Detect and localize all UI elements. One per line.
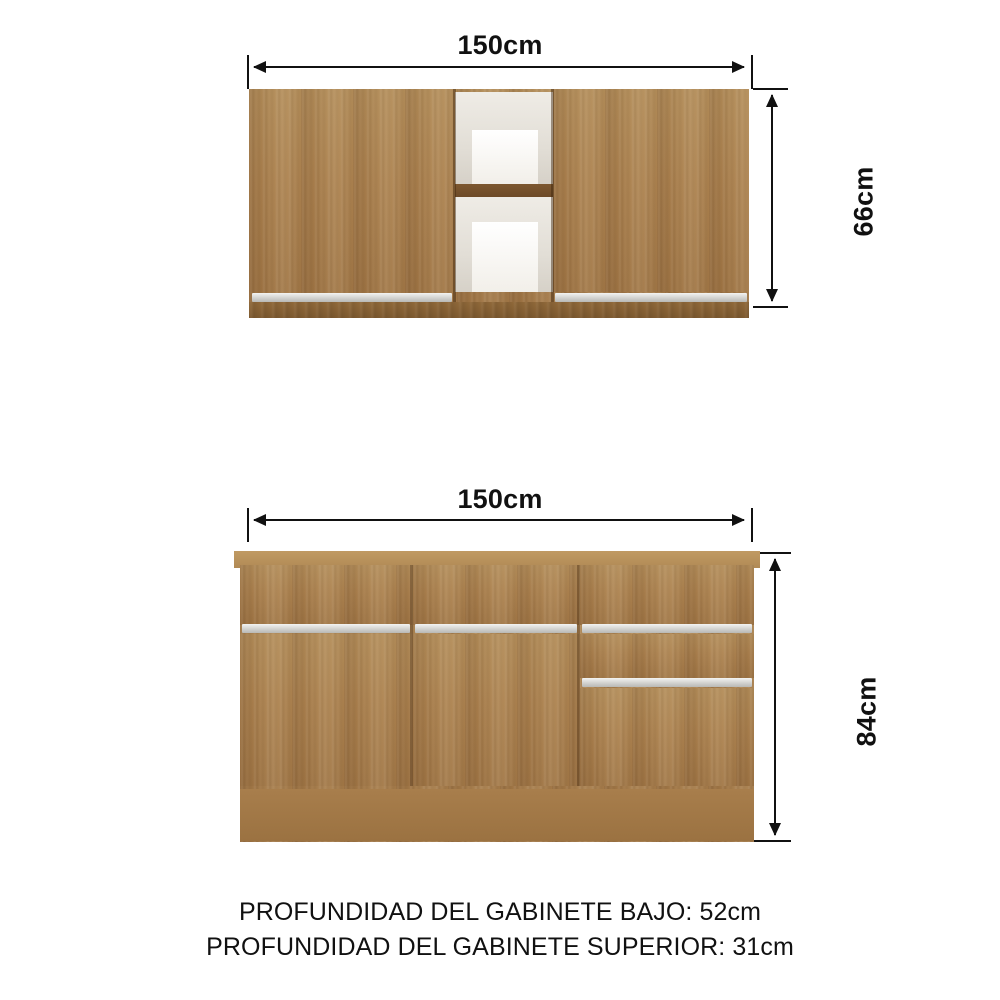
upper-height-dimension-line xyxy=(771,95,773,301)
upper-height-tick-bottom xyxy=(753,306,788,308)
lower-divider-right xyxy=(577,565,580,786)
upper-width-label: 150cm xyxy=(457,30,543,60)
lower-top-drawer-left-handle[interactable] xyxy=(242,624,410,633)
upper-left-handle[interactable] xyxy=(252,293,452,302)
lower-left-door[interactable] xyxy=(240,634,412,786)
lower-height-label: 84cm xyxy=(851,676,882,747)
upper-cabinet-base-strip xyxy=(249,302,749,318)
lower-width-dimension-line xyxy=(254,519,744,521)
lower-divider-left xyxy=(410,565,413,786)
lower-right-drawer-upper-handle[interactable] xyxy=(582,678,752,687)
upper-right-door[interactable] xyxy=(553,89,749,292)
lower-right-drawer-upper[interactable] xyxy=(580,634,754,678)
caption-depth-upper: PROFUNDIDAD DEL GABINETE SUPERIOR: 31cm xyxy=(206,933,794,961)
upper-left-door[interactable] xyxy=(249,89,455,292)
lower-top-drawer-left[interactable] xyxy=(240,565,412,625)
upper-divider-left xyxy=(453,89,456,307)
lower-height-dimension-line xyxy=(774,559,776,835)
upper-divider-right xyxy=(551,89,554,307)
lower-height-tick-bottom xyxy=(753,840,791,842)
upper-open-section-upper-inner-left xyxy=(472,130,538,184)
upper-width-dimension-line xyxy=(254,66,744,68)
upper-height-label: 66cm xyxy=(848,166,879,237)
upper-open-section-lower-inner-left xyxy=(472,222,538,292)
lower-width-label: 150cm xyxy=(457,484,543,514)
lower-top-drawer-right-handle[interactable] xyxy=(582,624,752,633)
lower-right-door-lower[interactable] xyxy=(580,688,754,786)
lower-top-drawer-center[interactable] xyxy=(413,565,579,625)
lower-top-drawer-center-handle[interactable] xyxy=(415,624,577,633)
upper-height-tick-top xyxy=(753,88,788,90)
lower-top-drawer-right[interactable] xyxy=(580,565,754,625)
lower-center-door[interactable] xyxy=(413,634,579,786)
upper-shelf-1 xyxy=(455,184,553,197)
upper-right-handle[interactable] xyxy=(555,293,747,302)
caption-depth-lower: PROFUNDIDAD DEL GABINETE BAJO: 52cm xyxy=(238,898,762,926)
lower-cabinet-plinth xyxy=(240,789,754,841)
